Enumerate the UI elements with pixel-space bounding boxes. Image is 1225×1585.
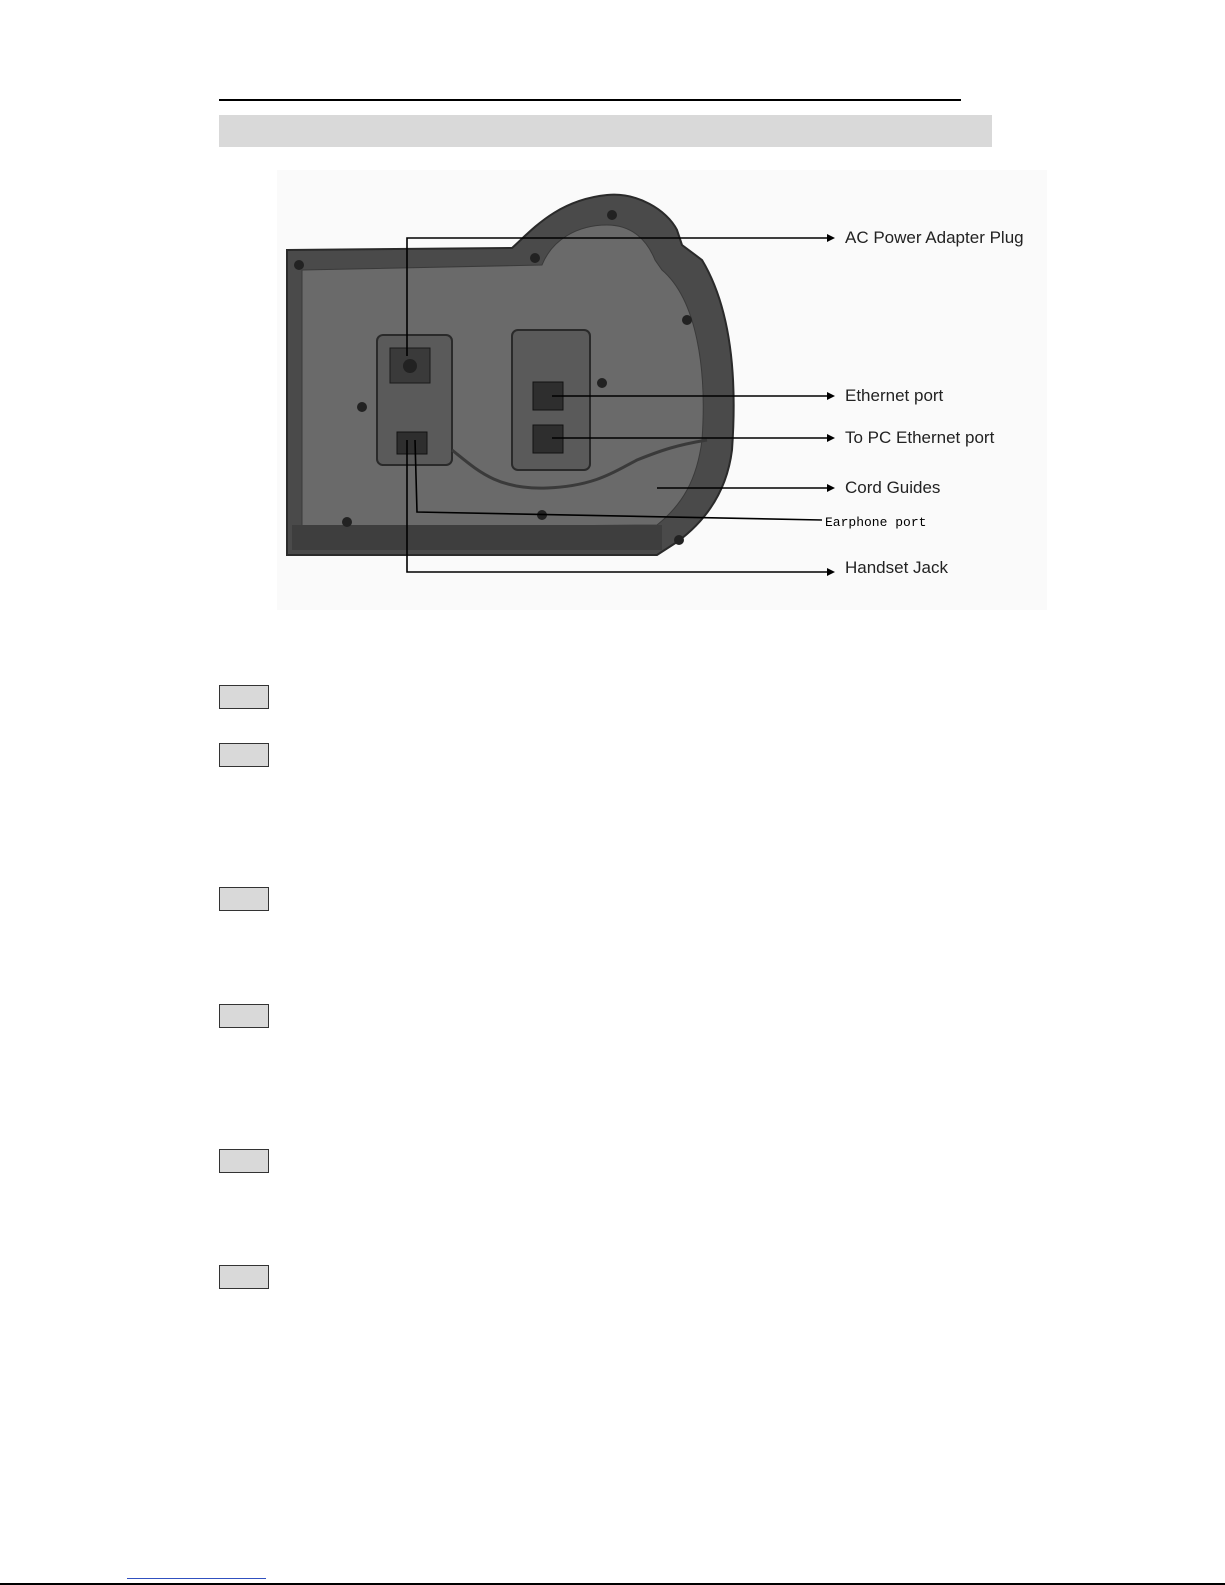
arrow-ac-power	[827, 234, 835, 242]
step-label-box	[219, 887, 269, 911]
arrow-ethernet	[827, 392, 835, 400]
power-jack-pin	[403, 359, 417, 373]
step-label-box	[219, 1149, 269, 1173]
callout-cord-guides: Cord Guides	[845, 478, 941, 497]
screw-hole	[357, 402, 367, 412]
callout-handset-jack: Handset Jack	[845, 558, 948, 577]
step-label-box	[219, 1265, 269, 1289]
screw-hole	[530, 253, 540, 263]
footer-link-underline[interactable]	[127, 1578, 266, 1579]
phone-bottom-strip	[292, 525, 662, 550]
callout-ac-power-adapter-plug: AC Power Adapter Plug	[845, 228, 1024, 247]
section-title-bar	[219, 115, 992, 147]
step-label-box	[219, 1004, 269, 1028]
callout-ethernet-port: Ethernet port	[845, 386, 944, 405]
step-label-box	[219, 685, 269, 709]
screw-hole	[607, 210, 617, 220]
to-pc-socket	[533, 425, 563, 453]
callout-to-pc-ethernet-port: To PC Ethernet port	[845, 428, 995, 447]
callout-earphone-port: Earphone port	[825, 515, 927, 530]
header-rule	[219, 99, 961, 101]
arrow-to-pc	[827, 434, 835, 442]
screw-hole	[342, 517, 352, 527]
arrow-handset	[827, 568, 835, 576]
screw-hole	[674, 535, 684, 545]
phone-rear-panel-figure	[277, 170, 1047, 610]
step-label-box	[219, 743, 269, 767]
arrow-cord-guides	[827, 484, 835, 492]
screw-hole	[682, 315, 692, 325]
screw-hole	[597, 378, 607, 388]
handset-jack-socket	[397, 432, 427, 454]
screw-hole	[294, 260, 304, 270]
